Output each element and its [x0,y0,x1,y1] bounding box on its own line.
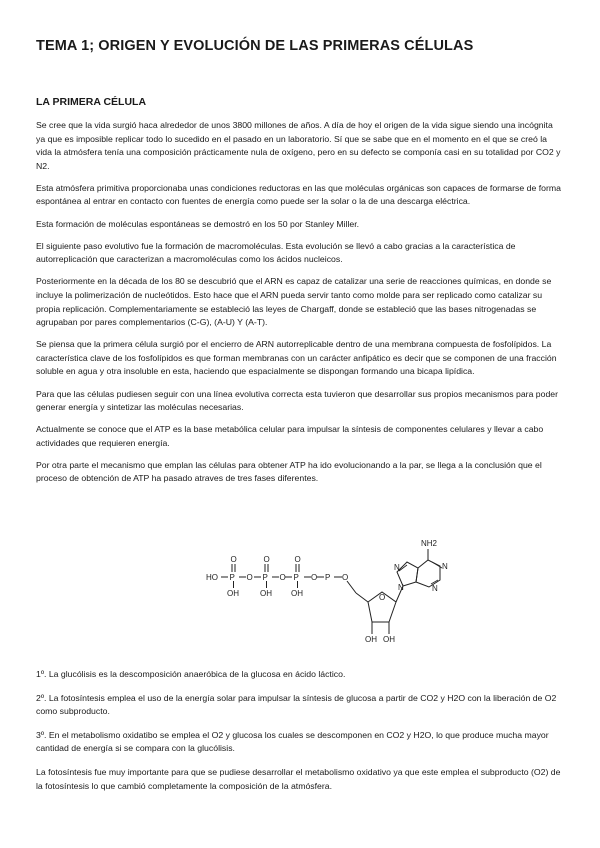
oh-label: OH [260,589,272,598]
paragraph: Se cree que la vida surgió haca alrededor de unos 3800 millones de años. A día de hoy el origen de la vida sigue siendo una incógnita ya que es imposible replicar todo lo sucedido en el pasado en un laboratorio. Sí que se sabe que en el momento en el que se creó la vida la atmósfera tenía una composición prácticamente nula de oxígeno, pero en su defecto se componía casi en su totalidad por CO2 y N2. [36,120,561,171]
p-label: P [262,573,268,582]
paragraph: Se piensa que la primera célula surgió por el encierro de ARN autorreplicable dentro de una membrana compuesta de fosfolípidos. La característica clave de los fosfolípidos es que forman membranas con un carácter anfipático es decir que se componen de una fracción soluble en agua y otra insoluble en esta, haciendo que espacialmente se dispongan formando una bicapa lipídica. [36,339,557,377]
closing-paragraph: La fotosíntesis fue muy importante para que se pudiese desarrollar el metabolismo oxidativo ya que este emplea el subproducto (O2) de la fotosíntesis lo que cambió completamente la composición de la atmósfera. [36,766,561,791]
ordinal: 3º. [36,729,47,740]
n-label: N [398,583,404,592]
paragraph: Esta atmósfera primitiva proporcionaba unas condiciones reductoras en las que moléculas orgánicas son capaces de formarse de forma espontánea al entrar en contacto con fuentes de energía como puede ser la solar o la de una descarga eléctrica. [36,182,561,207]
n-label: N [432,584,438,593]
paragraph: El siguiente paso evolutivo fue la formación de macromoléculas. Esta evolución se llevó a cabo gracias a la característica de autorreplicación que caracterizan a macromoléculas como los ácidos nucleicos. [36,240,516,265]
o-label: O [230,555,237,564]
o-label: O [342,573,349,582]
o-label: O [311,573,318,582]
o-label: O [279,573,286,582]
ho-label: HO [206,573,218,582]
section-heading: LA PRIMERA CÉLULA [36,96,147,108]
body-text [36,119,564,495]
o-label: O [379,593,386,602]
o-label: O [294,555,301,564]
p-label: P [293,573,299,582]
oh-label: OH [383,635,395,644]
p-label: P [229,573,235,582]
ordinal: 1º. [36,669,47,679]
list-item: 3º. En el metabolismo oxidatibo se emplea el O2 y glucosa los cuales se descomponen en CO2 y H2O, lo que produce mucha mayor cantidad de energía si se compara con la glucólisis. [36,729,549,754]
lower-text [36,668,564,803]
paragraph: Por otra parte el mecanismo que emplan las células para obtener ATP ha ido evolucionando a la par, se llega a la conclusión que el proceso de obtención de ATP ha pasado atraves de tres fases diferentes. [36,459,542,484]
n-label: N [394,563,400,572]
n-label: N [442,562,448,571]
oh-label: OH [365,635,377,644]
paragraph: Esta formación de moléculas espontáneas se demostró en los 50 por Stanley Miller. [36,218,360,229]
ordinal: 2º. [36,692,47,703]
p-label: P [325,573,331,582]
paragraph: Posteriormente en la década de los 80 se descubrió que el ARN es capaz de catalizar una serie de reacciones químicas, en donde se incluye la polimerización de nucleótidos. Esto hace que el ARN pueda servir tanto como molde para ser replicado como catalizar su propia replicación. Complementariamente se estableció las leyes de Chargaff, donde se estableció que las bases nitrogenadas se agrupaban por pares complementarios (C-G), (A-U) Y (A-T). [36,276,552,328]
atp-structure-figure [206,534,506,652]
document-title: TEMA 1; ORIGEN Y EVOLUCIÓN DE LAS PRIMERAS CÉLULAS [36,38,474,54]
list-item: 1º. La glucólisis es la descomposición anaeróbica de la glucosa en ácido láctico. [36,669,346,679]
oh-label: OH [291,589,303,598]
paragraph: Actualmente se conoce que el ATP es la base metabólica celular para impulsar la síntesis de componentes celulares y llevar a cabo actividades que requieren energía. [36,424,544,448]
nh2-label: NH2 [421,539,438,548]
oh-label: OH [227,589,239,598]
o-label: O [246,573,253,582]
paragraph: Para que las células pudiesen seguir con una línea evolutiva correcta esta tuvieron que desarrollar sus propios mecanismos para poder generar energía y sintetizar las moléculas necesarias. [36,388,559,413]
o-label: O [263,555,270,564]
list-item: 2º. La fotosíntesis emplea el uso de la energía solar para impulsar la síntesis de glucosa a partir de CO2 y H2O con la liberación de O2 como subproducto. [36,692,557,717]
